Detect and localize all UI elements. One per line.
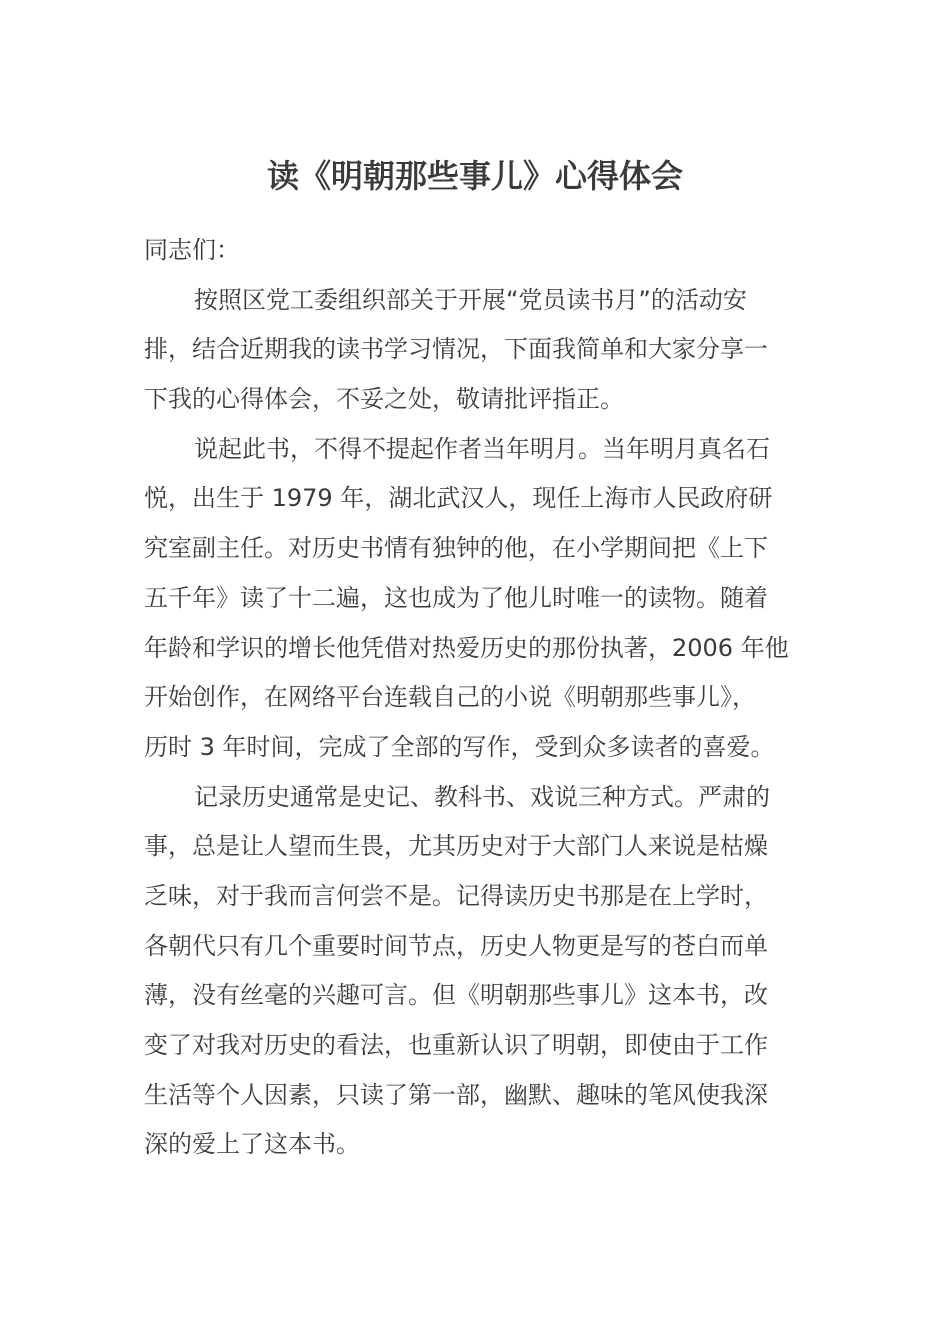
paragraph-line: 变了对我对历史的看法，也重新认识了明朝，即使由于工作 (144, 1031, 768, 1059)
paragraph-line: 记录历史通常是史记、教科书、戏说三种方式。严肃的 (194, 782, 770, 811)
paragraph-line: 年龄和学识的增长他凭借对热爱历史的那份执著，2006 年他 (144, 633, 789, 662)
paragraph-line: 排，结合近期我的读书学习情况，下面我简单和大家分享一 (144, 335, 768, 364)
paragraph-line: 乏味，对于我而言何尝不是。记得读历史书那是在上学时， (144, 881, 768, 910)
paragraph-author (144, 425, 809, 773)
paragraph-line: 开始创作，在网络平台连载自己的小说《明朝那些事儿》， (144, 683, 756, 712)
paragraph-line: 生活等个人因素，只读了第一部，幽默、趣味的笔风使我深 (144, 1080, 768, 1109)
document-title: 读《明朝那些事儿》心得体会 (266, 157, 683, 195)
paragraph-reflection (144, 773, 809, 1171)
paragraph-line: 悦，出生于 1979 年，湖北武汉人，现任上海市人民政府研 (144, 484, 773, 513)
paragraph-line: 薄，没有丝毫的兴趣可言。但《明朝那些事儿》这本书，改 (144, 981, 768, 1010)
paragraph-line: 五千年》读了十二遍，这也成为了他儿时唯一的读物。随着 (144, 583, 768, 612)
paragraph-line: 说起此书，不得不提起作者当年明月。当年明月真名石 (194, 434, 770, 463)
paragraph-intro (144, 276, 809, 425)
paragraph-line: 深的爱上了这本书。 (144, 1130, 360, 1159)
paragraph-line: 事，总是让人望而生畏，尤其历史对于大部门人来说是枯燥 (144, 832, 768, 861)
paragraph-line: 按照区党工委组织部关于开展“党员读书月”的活动安 (194, 285, 747, 314)
paragraph-line: 究室副主任。对历史书情有独钟的他，在小学期间把《上下 (144, 534, 768, 563)
paragraph-line: 各朝代只有几个重要时间节点，历史人物更是写的苍白而单 (144, 931, 768, 960)
document-body (144, 226, 809, 1170)
paragraph-line: 历时 3 年时间，完成了全部的写作，受到众多读者的喜爱。 (144, 732, 775, 761)
salutation: 同志们： (144, 236, 240, 264)
paragraph-line: 下我的心得体会，不妥之处，敬请批评指正。 (144, 385, 624, 414)
